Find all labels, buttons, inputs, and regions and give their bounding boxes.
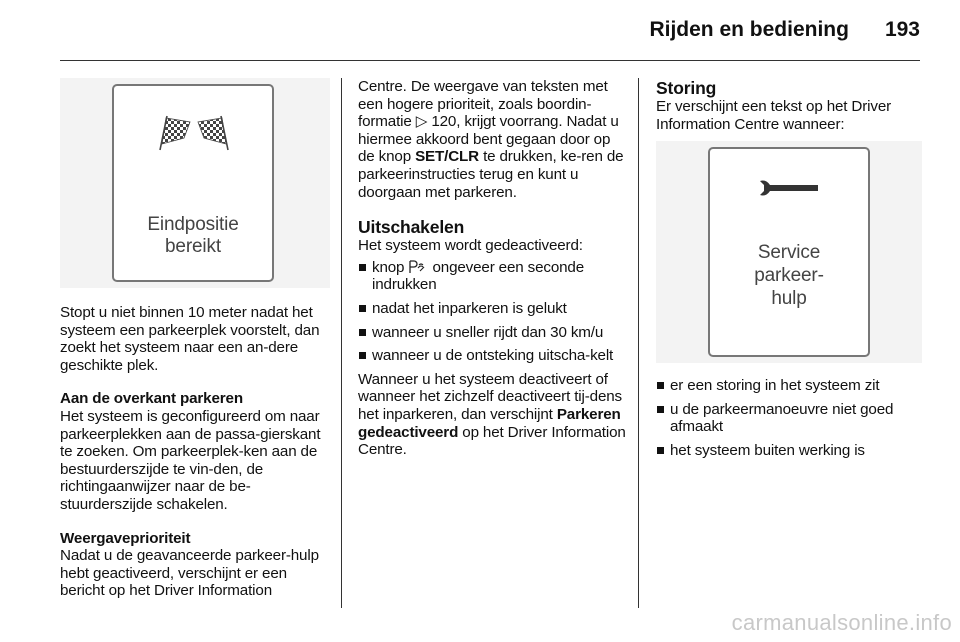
display-line-2: parkeer- xyxy=(754,265,824,287)
figure-end-position xyxy=(60,78,330,288)
paragraph: Er verschijnt een tekst op het Driver Information Centre wanneer: xyxy=(656,98,892,133)
figure-service-parking-assist xyxy=(656,141,922,363)
wrench-icon xyxy=(756,177,822,199)
display-message xyxy=(114,214,272,258)
page-header xyxy=(0,18,920,42)
paragraph: Nadat u de geavanceerde parkeer-hulp hebt geactiveerd, verschijnt er een bericht op het Driver Information xyxy=(60,547,319,600)
column-1 xyxy=(60,78,330,600)
list-item: wanneer u de ontsteking uitscha-kelt xyxy=(358,347,626,365)
bullet-list xyxy=(358,259,626,365)
text-run: te drukken, ke-ren de parkeerinstructies terug en kunt u doorgaan met parkeren. xyxy=(358,148,624,201)
page-reference-icon: ▷ xyxy=(415,113,428,131)
heading-fault: Storing xyxy=(656,78,717,98)
dic-display-service xyxy=(708,147,870,357)
list-item: er een storing in het systeem zit xyxy=(656,377,922,395)
subheading-opposite-side: Aan de overkant parkeren xyxy=(60,390,243,408)
paragraph: Stopt u niet binnen 10 meter nadat het systeem een parkeerplek voorstelt, dan zoekt het systeem naar een an-dere geschikte plek. xyxy=(60,304,320,374)
display-line-1: Service xyxy=(757,242,821,264)
section-title: Rijden en bediening xyxy=(649,18,849,41)
text-run: Wanneer u het systeem deactiveert of wanneer het zichzelf deactiveert tij-dens het inparkeren, dan verschijnt xyxy=(358,370,622,423)
text-run: op het Driver Information Centre. xyxy=(358,423,626,459)
text-run: Centre. De weergave van teksten met een hogere prioriteit, zoals boordin-formatie xyxy=(358,78,608,131)
display-line-3: hulp xyxy=(771,288,807,310)
list-item: nadat het inparkeren is gelukt xyxy=(358,300,626,318)
page-number: 193 xyxy=(884,18,920,41)
text-run: 120, krijgt voorrang. Nadat u hiermee akkoord bent gegaan door op de knop xyxy=(358,113,619,166)
display-line-1: Eindpositie xyxy=(147,214,239,235)
paragraph xyxy=(358,78,626,201)
button-name: SET/CLR xyxy=(415,148,479,166)
column-divider-2 xyxy=(638,78,639,608)
checkered-flags-icon xyxy=(156,112,232,152)
watermark: carmanualsonline.info xyxy=(731,610,952,635)
heading-deactivate: Uitschakelen xyxy=(358,217,465,238)
dic-display-end-position xyxy=(112,84,274,282)
paragraph: Het systeem wordt gedeactiveerd: xyxy=(358,237,583,255)
list-item: wanneer u sneller rijdt dan 30 km/u xyxy=(358,324,626,342)
list-item: het systeem buiten werking is xyxy=(656,442,922,460)
text-run: knop xyxy=(372,258,409,276)
display-message xyxy=(710,241,868,310)
list-item: u de parkeermanoeuvre niet goed afmaakt xyxy=(656,401,922,436)
column-3 xyxy=(656,78,922,466)
display-text-name: Parkeren gedeactiveerd xyxy=(358,405,621,441)
parking-assist-icon xyxy=(408,260,428,274)
display-line-2: bereikt xyxy=(165,236,221,257)
paragraph: Het systeem is geconfigureerd om naar parkeerplekken aan de passa-gierskant te zoeken. Om parkeerplek-ken aan de bestuurderszijde te vin-den, de richtingaanwijzer naar de be-stuurderszijde schakelen. xyxy=(60,407,321,513)
subheading-display-priority: Weergaveprioriteit xyxy=(60,529,191,547)
header-divider xyxy=(60,60,920,61)
column-2 xyxy=(358,78,626,459)
text-run: ongeveer een seconde indrukken xyxy=(372,258,585,294)
column-divider-1 xyxy=(341,78,342,608)
list-item xyxy=(358,259,626,294)
paragraph xyxy=(358,371,626,459)
bullet-list xyxy=(656,377,922,459)
